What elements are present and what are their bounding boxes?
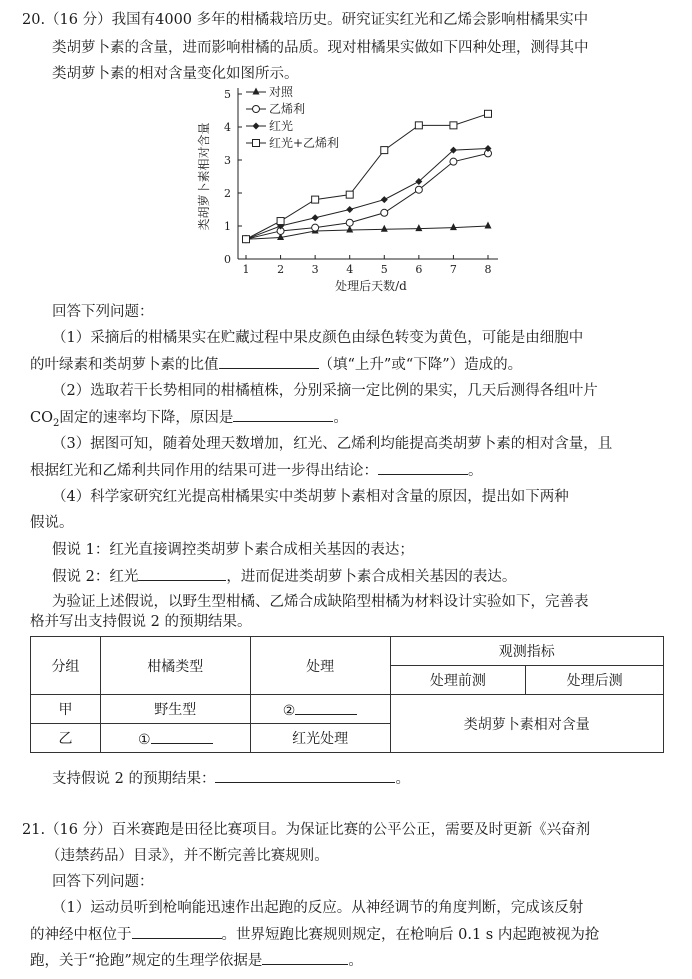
data-point xyxy=(381,209,388,216)
q21-prompt: 回答下列问题： xyxy=(52,874,154,890)
q20-part2-line2 xyxy=(30,407,348,434)
data-point xyxy=(415,186,422,193)
answer-blank-table-2[interactable] xyxy=(295,700,357,715)
legend-label: 乙烯利 xyxy=(269,102,306,116)
data-point xyxy=(346,191,353,198)
q20-part1-line1: （1）采摘后的柑橘果实在贮藏过程中果皮颜色由绿色转变为黄色，可能是由细胞中 xyxy=(52,330,584,346)
x-tick-label: 6 xyxy=(415,263,423,276)
answer-blank-1[interactable] xyxy=(219,354,319,369)
legend-label: 红光+乙烯利 xyxy=(269,136,340,150)
answer-blank-table-1[interactable] xyxy=(151,729,213,744)
answer-blank-2[interactable] xyxy=(233,407,333,422)
row1-group: 甲 xyxy=(31,695,101,724)
q21-part1-line2 xyxy=(30,924,599,945)
x-tick-label: 1 xyxy=(242,263,250,276)
row2-group: 乙 xyxy=(31,724,101,753)
x-tick-label: 3 xyxy=(311,263,319,276)
y-tick-label: 0 xyxy=(224,253,231,266)
q20-heading-line2: 类胡萝卜素的含量，进而影响柑橘的品质。现对柑橘果实做如下四种处理，测得其中 xyxy=(52,40,589,56)
q20-part3-line1: （3）据图可知，随着处理天数增加，红光、乙烯利均能提高类胡萝卜素的相对含量，且 xyxy=(52,436,613,452)
data-point xyxy=(346,219,353,226)
row2-treatment: 红光处理 xyxy=(250,724,390,753)
q20-heading: 20.（16 分）我国有4000 多年的柑橘栽培历史。研究证实红光和乙烯会影响柑橘果实中 xyxy=(22,12,589,28)
data-point xyxy=(277,218,284,225)
data-point xyxy=(312,214,319,221)
data-point xyxy=(381,196,388,203)
row2-type xyxy=(100,724,250,753)
q20-part4-line1: （4）科学家研究红光提高柑橘果实中类胡萝卜素相对含量的原因，提出如下两种 xyxy=(52,489,569,505)
q21-heading-line2: （违禁药品）目录》，并不断完善比赛规则。 xyxy=(46,848,329,864)
q20-part2-text: 固定的速率均下降，原因是 xyxy=(59,410,234,426)
q20-heading-line3: 类胡萝卜素的相对含量变化如图所示。 xyxy=(52,66,299,82)
row1-treatment xyxy=(250,695,390,724)
legend-marker xyxy=(253,140,260,147)
row1-type: 野生型 xyxy=(100,695,250,724)
answer-blank-3[interactable] xyxy=(378,460,468,475)
q21-part1-text: 的神经中枢位于 xyxy=(30,927,132,943)
q21-part1-line3 xyxy=(30,950,363,971)
hypothesis-2 xyxy=(52,566,516,587)
x-tick-label: 5 xyxy=(380,263,388,276)
data-point xyxy=(415,122,422,129)
expected-result-text: 支持假说 2 的预期结果： xyxy=(52,771,216,787)
expected-result-end: 。 xyxy=(395,771,410,787)
co2-subscript: 2 xyxy=(52,417,60,429)
x-axis-label: 处理后天数/d xyxy=(335,279,407,293)
hypothesis-1: 假说 1：红光直接调控类胡萝卜素合成相关基因的表达； xyxy=(52,542,414,558)
q20-prompt: 回答下列问题： xyxy=(52,304,154,320)
header-treatment: 处理 xyxy=(250,637,390,695)
q20-part3-line2 xyxy=(30,460,483,481)
y-tick-label: 1 xyxy=(224,220,231,233)
data-point xyxy=(485,222,492,229)
experiment-table xyxy=(30,636,664,753)
q21-part1-text2: 跑，关于“抢跑”规定的生理学依据是 xyxy=(30,953,263,969)
data-point xyxy=(450,223,457,230)
q21-part1-end: 。 xyxy=(348,953,363,969)
q20-part3-end: 。 xyxy=(468,463,483,479)
y-tick-label: 3 xyxy=(224,154,231,167)
x-tick-label: 4 xyxy=(346,263,354,276)
q20-part1-line2 xyxy=(30,354,522,375)
data-point xyxy=(346,206,353,213)
header-type: 柑橘类型 xyxy=(100,637,250,695)
header-group: 分组 xyxy=(31,637,101,695)
data-point xyxy=(381,225,388,232)
legend-marker xyxy=(253,123,260,130)
blank-number-2: ② xyxy=(282,702,296,719)
data-point xyxy=(312,196,319,203)
q21-part1-line1: （1）运动员听到枪响能迅速作出起跑的反应。从神经调节的角度判断，完成该反射 xyxy=(52,900,584,916)
data-point xyxy=(312,224,319,231)
legend-marker xyxy=(253,106,260,113)
header-observation: 观测指标 xyxy=(390,637,664,666)
header-after: 处理后测 xyxy=(526,666,664,695)
data-point xyxy=(450,158,457,165)
observation-value: 类胡萝卜素相对含量 xyxy=(390,695,664,753)
hypothesis-2-text: 假说 2：红光 xyxy=(52,569,139,585)
answer-blank-4[interactable] xyxy=(138,566,226,581)
data-point xyxy=(485,110,492,117)
legend-label: 红光 xyxy=(269,119,294,133)
y-tick-label: 5 xyxy=(224,88,231,101)
q21-part1-tail: 。世界短跑比赛规则规定，在枪响后 0.1 s 内起跑被视为抢 xyxy=(221,927,600,943)
q20-part4-line2: 假说。 xyxy=(30,515,74,531)
answer-blank-6[interactable] xyxy=(132,924,222,939)
x-tick-label: 8 xyxy=(484,263,492,276)
x-tick-label: 7 xyxy=(449,263,457,276)
x-tick-label: 2 xyxy=(277,263,285,276)
data-point xyxy=(381,147,388,154)
hypothesis-2-tail: ，进而促进类胡萝卜素合成相关基因的表达。 xyxy=(226,569,517,585)
q20-part1-tail: （填“上升”或“下降”）造成的。 xyxy=(318,357,523,373)
q20-part3-text: 根据红光和乙烯利共同作用的结果可进一步得出结论： xyxy=(30,463,378,479)
answer-blank-5[interactable] xyxy=(215,768,395,783)
legend-label: 对照 xyxy=(269,85,294,99)
data-point xyxy=(243,236,250,243)
data-point xyxy=(415,224,422,231)
expected-result xyxy=(52,768,410,789)
verify-line2: 格并写出支持假说 2 的预期结果。 xyxy=(30,614,252,630)
co2-text: CO xyxy=(30,410,53,426)
q20-part2-end: 。 xyxy=(333,410,348,426)
y-tick-label: 2 xyxy=(224,187,231,200)
data-point xyxy=(450,122,457,129)
verify-line1: 为验证上述假说，以野生型柑橘、乙烯合成缺陷型柑橘为材料设计实验如下，完善表 xyxy=(52,594,589,610)
q20-part1-text: 的叶绿素和类胡萝卜素的比值 xyxy=(30,357,219,373)
carotenoid-line-chart xyxy=(190,80,520,295)
y-tick-label: 4 xyxy=(224,121,231,134)
y-axis-label: 类胡萝卜素相对含量 xyxy=(197,122,211,231)
blank-number-1: ① xyxy=(137,731,151,748)
q20-part2-line1: （2）选取若干长势相同的柑橘植株，分别采摘一定比例的果实，几天后测得各组叶片 xyxy=(52,383,598,399)
q21-heading: 21.（16 分）百米赛跑是田径比赛项目。为保证比赛的公平公正，需要及时更新《兴奋剂 xyxy=(22,822,591,838)
answer-blank-7[interactable] xyxy=(262,950,348,965)
header-before: 处理前测 xyxy=(390,666,526,695)
legend-marker xyxy=(253,88,260,95)
